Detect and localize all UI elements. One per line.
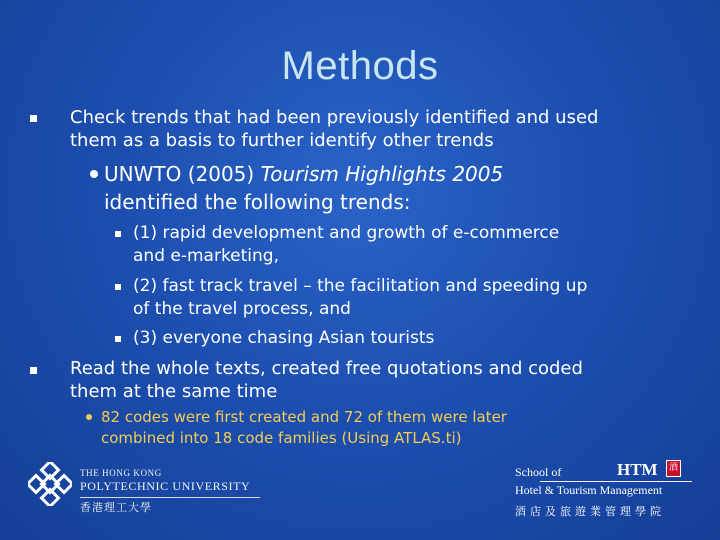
point1-line2: them as a basis to further identify other trends: [70, 130, 494, 151]
school-line2: Hotel & Tourism Management: [515, 483, 663, 497]
divider: [80, 497, 260, 498]
point2-line2: them at the same time: [70, 381, 278, 402]
square-bullet-icon: [115, 284, 121, 290]
trend1-line2: and e-marketing,: [133, 246, 280, 266]
sub2-line2: combined into 18 code families (Using ATLAS.ti): [101, 429, 462, 447]
round-bullet-icon: [86, 414, 92, 420]
polyu-line-big: POLYTECHNIC UNIVERSITY: [80, 479, 251, 493]
polyu-line-small: THE HONG KONG: [80, 468, 162, 478]
trend2-line2: of the travel process, and: [133, 299, 351, 319]
seal-icon: 酒: [666, 460, 681, 477]
trend3-line1: (3) everyone chasing Asian tourists: [133, 328, 435, 348]
sub2-line1: 82 codes were first created and 72 of them were later: [101, 408, 507, 426]
sub1-prefix: UNWTO (2005): [104, 162, 261, 186]
polyu-logo-icon: [28, 462, 72, 506]
round-bullet-icon: [90, 170, 98, 178]
point2-line1: Read the whole texts, created free quotations and coded: [70, 358, 583, 379]
square-bullet-icon: [115, 231, 121, 237]
trend2-line1: (2) fast track travel – the facilitation and speeding up: [133, 276, 588, 296]
polyu-line-zh: 香港理工大學: [80, 502, 152, 514]
slide-title: Methods: [281, 44, 439, 88]
school-line3: 酒店及旅遊業管理學院: [515, 506, 665, 518]
sub1-italic-title: Tourism Highlights 2005: [260, 162, 504, 186]
divider: [540, 481, 692, 482]
trend1-line1: (1) rapid development and growth of e-commerce: [133, 223, 560, 243]
polyu-wordmark: [80, 468, 265, 515]
square-bullet-icon: [30, 115, 37, 122]
point1-line1: Check trends that had been previously identified and used: [70, 107, 599, 128]
square-bullet-icon: [115, 336, 121, 342]
square-bullet-icon: [30, 367, 37, 374]
school-line1: School of: [515, 465, 562, 479]
sub1-line2: identified the following trends:: [104, 190, 411, 214]
htm-logo-icon: HTM: [617, 460, 658, 479]
sub1-line1: [104, 162, 503, 186]
